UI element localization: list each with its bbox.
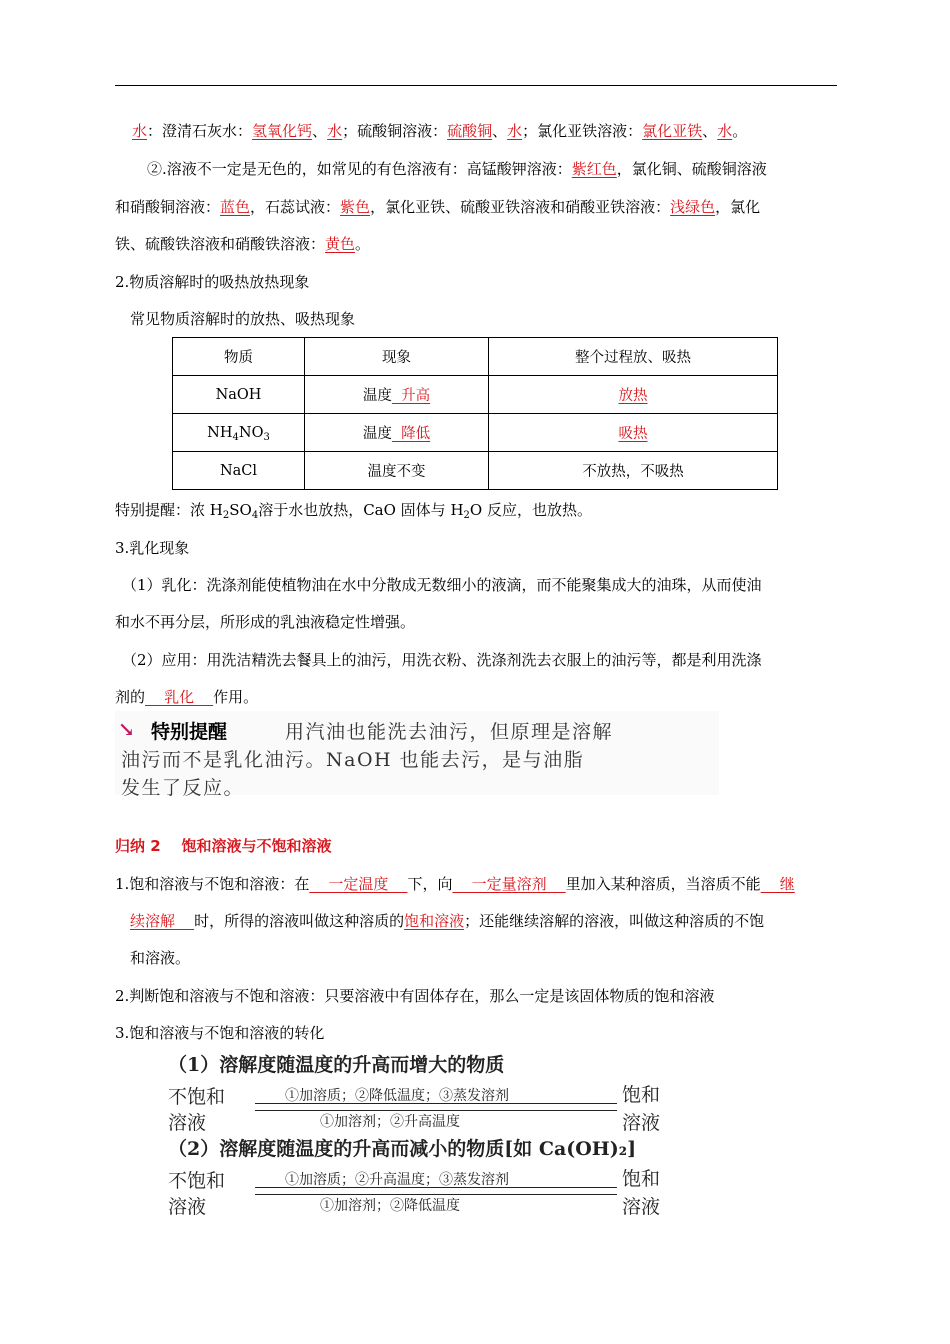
- saturated-definition-line-2: 续溶解 时，所得的溶液叫做这种溶质的饱和溶液；还能继续溶解的溶液，叫做这种溶质的不饱: [130, 912, 765, 930]
- table-cell: NaOH: [173, 376, 305, 414]
- diagram-left-label-2: 溶液: [168, 1112, 207, 1134]
- section-2-subtitle: 常见物质溶解时的放热、吸热现象: [130, 310, 356, 328]
- diagram-left-label-1: 不饱和: [168, 1170, 226, 1192]
- table-cell: 放热: [489, 376, 778, 414]
- reminder-line-3: 发生了反应。: [121, 777, 245, 799]
- diagram-arrow-right: [255, 1187, 617, 1188]
- judge-saturated-line: 2.判断饱和溶液与不饱和溶液：只要溶液中有固体存在，那么一定是该固体物质的饱和溶液: [115, 987, 715, 1005]
- diagram-case-1-title: （1）溶解度随温度的升高而增大的物质: [168, 1054, 505, 1076]
- arrow-icon: ↘: [118, 717, 135, 741]
- section-2-heading: 2.物质溶解时的吸热放热现象: [115, 273, 310, 291]
- diagram-top-condition: ①加溶质；②升高温度；③蒸发溶剂: [285, 1172, 509, 1188]
- diagram-left-label-2: 溶液: [168, 1196, 207, 1218]
- solution-components-line: 水：澄清石灰水：氢氧化钙、水；硫酸铜溶液：硫酸铜、水；氯化亚铁溶液：氯化亚铁、水。: [132, 122, 748, 140]
- table-cell: 温度 升高: [305, 376, 489, 414]
- table-row: [173, 414, 778, 452]
- table-row: [173, 452, 778, 490]
- diagram-arrow-right: [255, 1103, 617, 1104]
- table-header-cell: 现象: [305, 338, 489, 376]
- saturated-definition-line-3: 和溶液。: [130, 949, 191, 967]
- diagram-top-condition: ①加溶质；②降低温度；③蒸发溶剂: [285, 1088, 509, 1104]
- diagram-bottom-condition: ①加溶剂；②升高温度: [320, 1114, 460, 1130]
- section-3-heading: 3.乳化现象: [115, 539, 190, 557]
- table-row: [173, 376, 778, 414]
- special-reminder-box: [115, 711, 719, 799]
- emulsify-definition-line-1: （1）乳化：洗涤剂能使植物油在水中分散成无数细小的液滴，而不能聚集成大的油珠，从而使油: [122, 576, 762, 594]
- conversion-diagram: [160, 1048, 750, 1218]
- table-cell: 吸热: [489, 414, 778, 452]
- table-cell: 温度 降低: [305, 414, 489, 452]
- reminder-line-2: 油污而不是乳化油污。NaOH 也能去污，是与油脂: [121, 749, 585, 771]
- heat-phenomena-table: [172, 337, 778, 490]
- summary-2-heading: 归纳 2 饱和溶液与不饱和溶液: [115, 837, 332, 855]
- diagram-case-2-title: （2）溶解度随温度的升高而减小的物质[如 Ca(OH)₂]: [168, 1138, 637, 1160]
- diagram-right-label-2: 溶液: [622, 1196, 661, 1218]
- table-cell: 不放热，不吸热: [489, 452, 778, 490]
- reminder-title: 特别提醒: [151, 721, 228, 743]
- table-cell: NaCl: [173, 452, 305, 490]
- diagram-right-label-1: 饱和: [622, 1084, 661, 1106]
- emulsify-application-line-1: （2）应用：用洗洁精洗去餐具上的油污，用洗衣粉、洗涤剂洗去衣服上的油污等，都是利用洗涤: [122, 651, 762, 669]
- colored-solutions-line-2: 和硝酸铜溶液：蓝色，石蕊试液：紫色，氯化亚铁、硫酸亚铁溶液和硝酸亚铁溶液：浅绿色，氯化: [115, 198, 761, 216]
- header-rule: [115, 85, 837, 86]
- table-header-row: [173, 338, 778, 376]
- table-header-cell: 整个过程放、吸热: [489, 338, 778, 376]
- table-cell: 温度不变: [305, 452, 489, 490]
- emulsify-application-line-2: 剂的 乳化 作用。: [115, 688, 259, 706]
- table-cell: $NH_4NO_3$: [173, 414, 305, 452]
- colored-solutions-line-3: 铁、硫酸铁溶液和硝酸铁溶液：黄色。: [115, 235, 371, 253]
- saturated-definition-line-1: 1.饱和溶液与不饱和溶液：在 一定温度 下，向 一定量溶剂 里加入某种溶质，当溶质不能 继: [115, 875, 795, 893]
- diagram-right-label-1: 饱和: [622, 1168, 661, 1190]
- table-header-cell: 物质: [173, 338, 305, 376]
- diagram-bottom-condition: ①加溶剂；②降低温度: [320, 1198, 460, 1214]
- colored-solutions-line-1: ②.溶液不一定是无色的，如常见的有色溶液有：高锰酸钾溶液：紫红色，氯化铜、硫酸铜溶液: [147, 160, 767, 178]
- emulsify-definition-line-2: 和水不再分层，所形成的乳浊液稳定性增强。: [115, 613, 416, 631]
- diagram-right-label-2: 溶液: [622, 1112, 661, 1134]
- diagram-left-label-1: 不饱和: [168, 1086, 226, 1108]
- conversion-heading: 3.饱和溶液与不饱和溶液的转化: [115, 1024, 325, 1042]
- special-note-line: 特别提醒：浓 $H_2SO_4$溶于水也放热，CaO 固体与 $H_2O$ 反应，也放热。: [115, 501, 592, 521]
- reminder-line-1: 用汽油也能洗去油污，但原理是溶解: [285, 721, 614, 743]
